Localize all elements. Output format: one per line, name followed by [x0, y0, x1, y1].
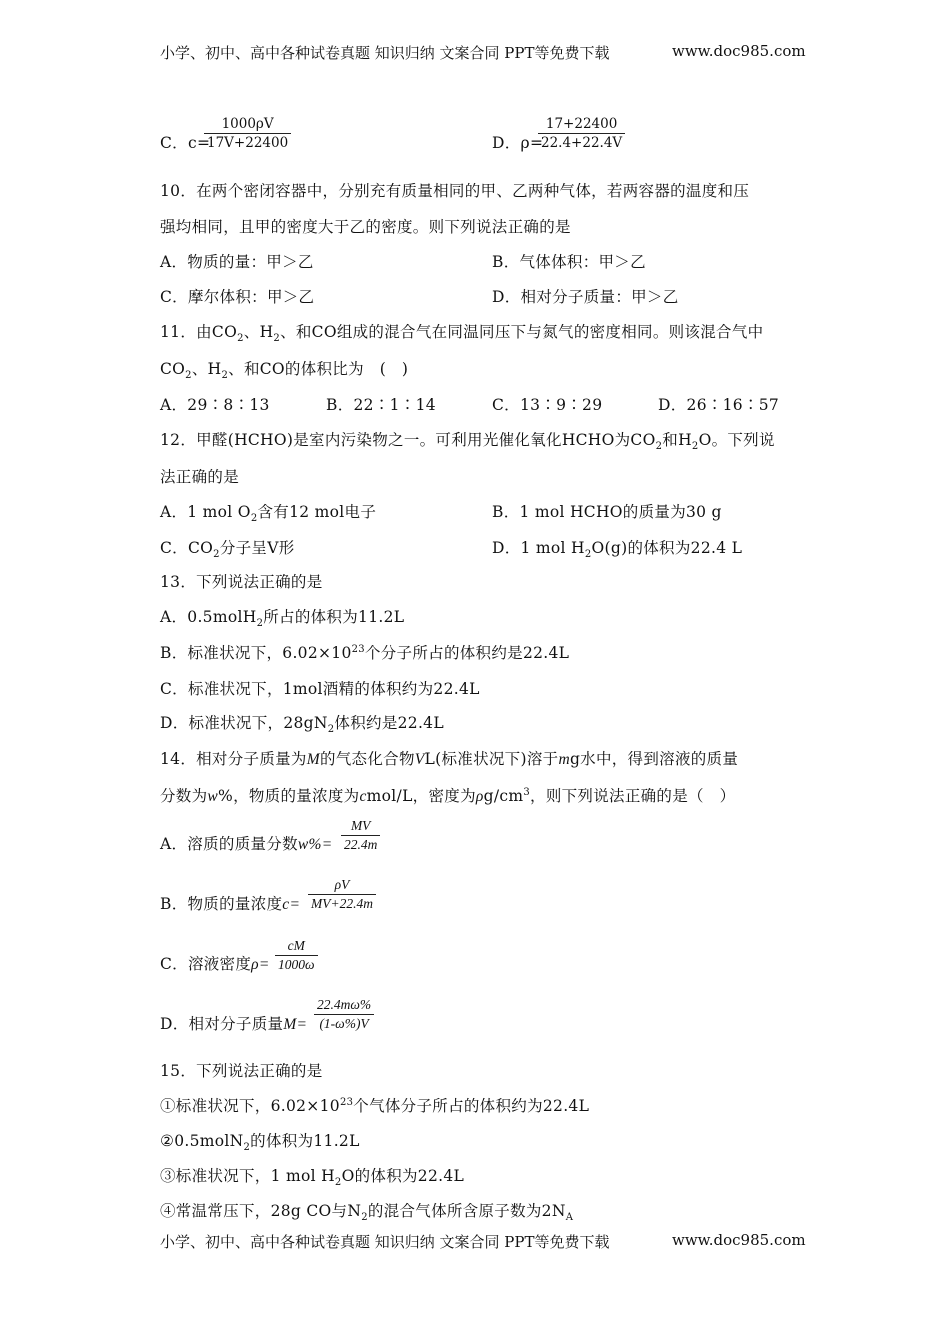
q15-statement-3: ③标准状况下，1 mol $H_2O$的体积为22.4L: [160, 1167, 465, 1189]
q10-stem-line2: 强均相同，且甲的密度大于乙的密度。则下列说法正确的是: [160, 218, 571, 236]
q9-option-d-label: D．ρ=: [492, 134, 544, 152]
q14-b-numerator: ρV: [334, 877, 350, 892]
q11-option-b: B．22∶1∶14: [326, 396, 436, 414]
q15-statement-2: ②0.5molN$_2$的体积为11.2L: [160, 1132, 360, 1154]
q12-stem-line2: 法正确的是: [160, 468, 240, 486]
q9-c-numerator: 1000ρV: [221, 116, 274, 132]
q14-a-numerator: MV: [350, 818, 371, 833]
q12-option-c: C．$CO_2$分子呈V形: [160, 539, 295, 561]
q9-c-denominator: 17V+22400: [204, 133, 291, 151]
q14-option-b-fraction: [308, 877, 376, 912]
q14-stem-line1: 14．相对分子质量为M的气态化合物VL(标准状况下)溶于mg水中，得到溶液的质量: [160, 750, 739, 768]
footer-left: 小学、初中、高中各种试卷真题 知识归纳 文案合同 PPT等免费下载: [160, 1233, 610, 1251]
q11-option-a: A．29∶8∶13: [160, 396, 270, 414]
q14-d-denominator: (1-ω%)V: [314, 1014, 374, 1032]
q14-b-denominator: MV+22.4m: [308, 894, 376, 912]
q9-option-c-fraction: [204, 116, 291, 151]
q14-option-b-label: B．物质的量浓度c=: [160, 895, 301, 913]
q13-option-d: D．标准状况下，$28gN_2$体积约是22.4L: [160, 714, 444, 736]
q12-stem-line1: 12．甲醛(HCHO)是室内污染物之一。可利用光催化氧化HCHO为$CO_2$和$H_2O$。下列说: [160, 431, 775, 453]
q14-option-a-label: A．溶质的质量分数w%=: [160, 835, 333, 853]
q14-a-denominator: 22.4m: [341, 835, 380, 853]
q15-statement-1: ①标准状况下，$6.02\times 10^{23}$个气体分子所占的体积约为22.4L: [160, 1096, 590, 1115]
q14-option-a-fraction: [341, 818, 380, 853]
q14-c-denominator: 1000ω: [275, 955, 318, 973]
q10-stem-line1: 10．在两个密闭容器中，分别充有质量相同的甲、乙两种气体，若两容器的温度和压: [160, 182, 750, 200]
q14-c-numerator: cM: [287, 938, 305, 953]
q15-statement-4: ④常温常压下，28g CO与$N_2$的混合气体所含原子数为$2N_A$: [160, 1202, 574, 1224]
q13-option-a: A．0.5molH$_2$所占的体积为11.2L: [160, 608, 405, 630]
q9-d-numerator: 17+22400: [545, 116, 618, 132]
q11-stem-line1: 11．由$CO_2$、$H_2$、和CO组成的混合气在同温同压下与氮气的密度相同。则该混合气中: [160, 323, 764, 345]
q12-option-a: A．1 mol $O_2$含有12 mol电子: [160, 503, 377, 525]
q14-option-c-label: C．溶液密度ρ=: [160, 955, 270, 973]
q13-option-b: B．标准状况下，$6.02\times 10^{23}$个分子所占的体积约是22.4L: [160, 643, 570, 662]
q10-option-a: A．物质的量：甲＞乙: [160, 253, 314, 271]
q14-d-numerator: 22.4mω%: [317, 997, 372, 1012]
header-url: www.doc985.com: [672, 42, 806, 60]
q12-option-b: B．1 mol HCHO的质量为30 g: [492, 503, 722, 521]
q10-option-c: C．摩尔体积：甲＞乙: [160, 288, 315, 306]
q9-option-c-label: C．c=: [160, 134, 211, 152]
header-left: 小学、初中、高中各种试卷真题 知识归纳 文案合同 PPT等免费下载: [160, 44, 610, 62]
q11-option-d: D．26∶16∶57: [658, 396, 780, 414]
q11-option-c: C．13∶9∶29: [492, 396, 603, 414]
q13-stem: 13．下列说法正确的是: [160, 573, 323, 591]
q14-option-d-label: D．相对分子质量M=: [160, 1015, 308, 1033]
q12-option-d: D．1 mol $H_2O(g)$的体积为22.4 L: [492, 539, 743, 561]
q14-option-c-fraction: [275, 938, 318, 973]
q11-stem-line2: $CO_2$、$H_2$、和CO的体积比为 ( ): [160, 360, 409, 382]
q14-option-d-fraction: [314, 997, 374, 1032]
footer-url: www.doc985.com: [672, 1231, 806, 1249]
q10-option-b: B．气体体积：甲＞乙: [492, 253, 646, 271]
q9-d-denominator: 22.4+22.4V: [538, 133, 625, 151]
q15-stem: 15．下列说法正确的是: [160, 1062, 323, 1080]
q10-option-d: D．相对分子质量：甲＞乙: [492, 288, 679, 306]
q9-option-d-fraction: [538, 116, 625, 151]
q13-option-c: C．标准状况下，1mol酒精的体积约为22.4L: [160, 680, 480, 698]
q14-stem-line2: 分数为w%，物质的量浓度为cmol/L，密度为$\rho g/cm^3$，则下列说法正确的是（ ）: [160, 786, 736, 805]
